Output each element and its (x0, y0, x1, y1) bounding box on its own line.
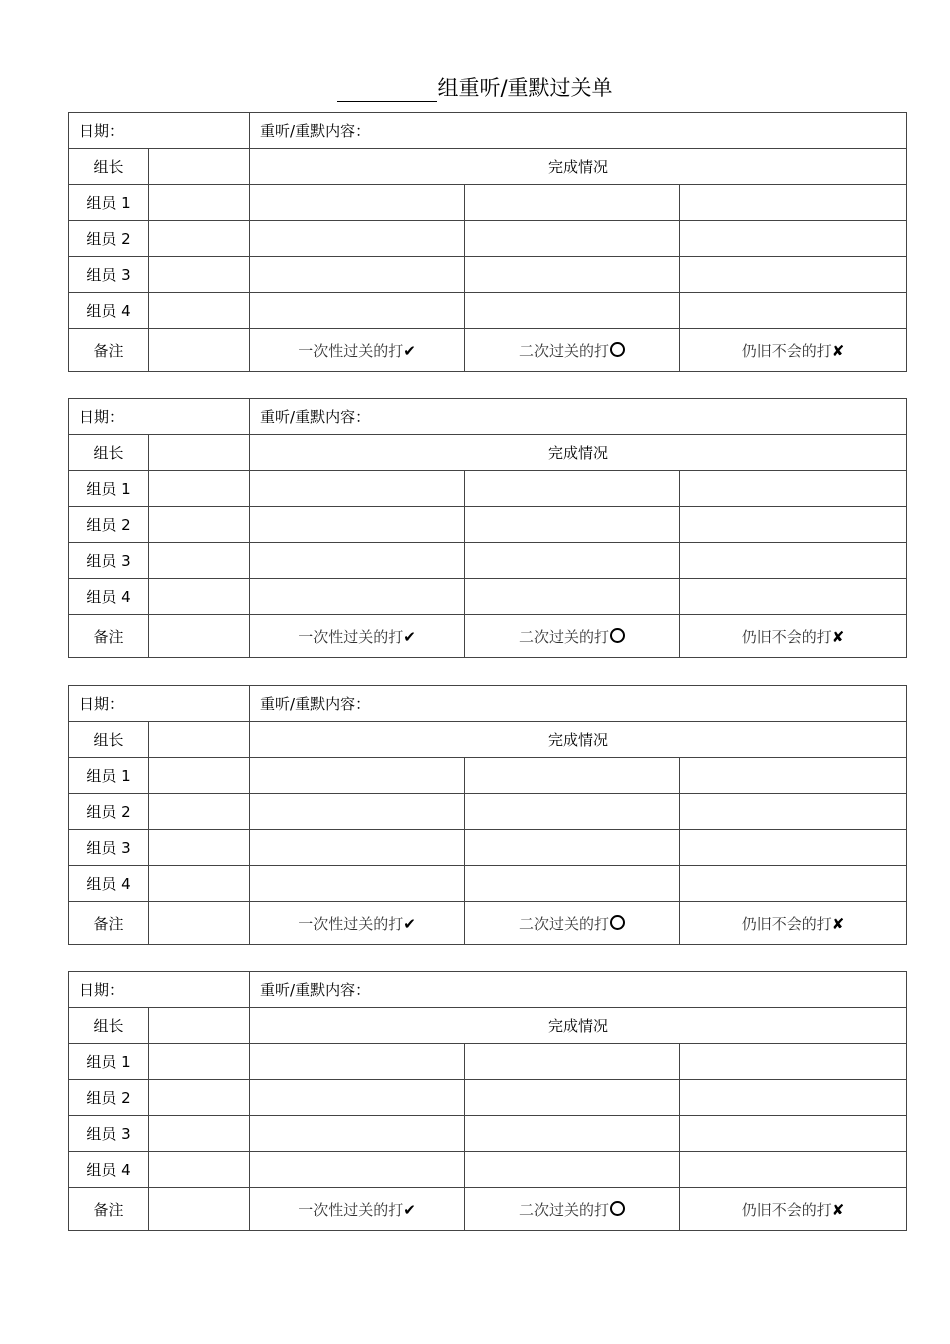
legend-still-failing (680, 615, 907, 658)
cross-icon: ✘ (831, 1200, 845, 1219)
result-cell[interactable] (250, 293, 465, 329)
member-row (69, 1116, 907, 1152)
legend-first-pass (250, 1188, 465, 1231)
result-cell[interactable] (680, 543, 907, 579)
result-cell[interactable] (680, 1116, 907, 1152)
result-cell[interactable] (680, 293, 907, 329)
member-name-cell[interactable] (149, 471, 250, 507)
result-cell[interactable] (465, 1044, 680, 1080)
member-label: 组员 2 (69, 221, 149, 257)
remark-label: 备注 (69, 902, 149, 945)
leader-name-cell[interactable] (149, 149, 250, 185)
content-label: 重听/重默内容： (260, 122, 371, 140)
leader-name-cell[interactable] (149, 1008, 250, 1044)
leader-row (69, 149, 907, 185)
legend-second-pass (465, 615, 680, 658)
member-row (69, 579, 907, 615)
legend-second-pass (465, 902, 680, 945)
member-name-cell[interactable] (149, 1152, 250, 1188)
result-cell[interactable] (250, 471, 465, 507)
date-field[interactable] (69, 972, 250, 1008)
completion-header: 完成情况 (250, 149, 907, 185)
cross-icon: ✘ (831, 914, 845, 933)
member-row (69, 257, 907, 293)
date-field[interactable] (69, 113, 250, 149)
legend-text: 一次性过关的打 (298, 1200, 404, 1219)
result-cell[interactable] (250, 185, 465, 221)
result-cell[interactable] (465, 293, 680, 329)
result-cell[interactable] (465, 758, 680, 794)
member-label: 组员 2 (69, 1080, 149, 1116)
pass-form (68, 685, 907, 945)
completion-header: 完成情况 (250, 1008, 907, 1044)
member-row (69, 830, 907, 866)
result-cell[interactable] (250, 794, 465, 830)
group-name-blank[interactable] (337, 79, 437, 102)
member-label: 组员 4 (69, 1152, 149, 1188)
content-label: 重听/重默内容： (260, 408, 371, 426)
member-label: 组员 3 (69, 257, 149, 293)
legend-first-pass (250, 615, 465, 658)
member-name-cell[interactable] (149, 866, 250, 902)
legend-second-pass (465, 329, 680, 372)
member-row (69, 1044, 907, 1080)
member-row (69, 221, 907, 257)
content-field[interactable] (250, 399, 907, 435)
member-name-cell[interactable] (149, 1044, 250, 1080)
legend-text: 二次过关的打 (519, 914, 610, 933)
result-cell[interactable] (465, 1152, 680, 1188)
legend-text: 仍旧不会的打 (741, 627, 832, 646)
cross-icon: ✘ (831, 627, 845, 646)
pass-form (68, 971, 907, 1231)
result-cell[interactable] (465, 794, 680, 830)
header-row (69, 686, 907, 722)
legend-text: 仍旧不会的打 (741, 914, 832, 933)
leader-name-cell[interactable] (149, 722, 250, 758)
circle-icon (610, 628, 625, 643)
check-icon: ✔ (403, 627, 416, 646)
member-row (69, 507, 907, 543)
result-cell[interactable] (680, 866, 907, 902)
completion-header: 完成情况 (250, 435, 907, 471)
date-label: 日期： (79, 408, 125, 426)
legend-still-failing (680, 329, 907, 372)
result-cell[interactable] (250, 866, 465, 902)
result-cell[interactable] (250, 579, 465, 615)
result-cell[interactable] (250, 1080, 465, 1116)
result-cell[interactable] (465, 543, 680, 579)
date-label: 日期： (79, 122, 125, 140)
result-cell[interactable] (465, 185, 680, 221)
circle-icon (610, 915, 625, 930)
legend-first-pass (250, 902, 465, 945)
legend-text: 一次性过关的打 (298, 341, 404, 360)
result-cell[interactable] (465, 257, 680, 293)
result-cell[interactable] (250, 221, 465, 257)
member-label: 组员 1 (69, 471, 149, 507)
result-cell[interactable] (465, 579, 680, 615)
member-label: 组员 1 (69, 1044, 149, 1080)
result-cell[interactable] (680, 507, 907, 543)
result-cell[interactable] (250, 507, 465, 543)
remark-label: 备注 (69, 1188, 149, 1231)
member-name-cell[interactable] (149, 1116, 250, 1152)
result-cell[interactable] (465, 221, 680, 257)
header-row (69, 113, 907, 149)
legend-text: 仍旧不会的打 (741, 341, 832, 360)
check-icon: ✔ (403, 341, 416, 360)
member-name-cell[interactable] (149, 830, 250, 866)
result-cell[interactable] (680, 579, 907, 615)
leader-row (69, 1008, 907, 1044)
member-row (69, 185, 907, 221)
leader-label: 组长 (69, 149, 149, 185)
result-cell[interactable] (250, 543, 465, 579)
page-title-text: 组重听/重默过关单 (437, 76, 613, 100)
result-cell[interactable] (250, 1152, 465, 1188)
legend-still-failing (680, 1188, 907, 1231)
leader-row (69, 435, 907, 471)
remark-label: 备注 (69, 615, 149, 658)
pass-form (68, 112, 907, 372)
member-label: 组员 4 (69, 866, 149, 902)
result-cell[interactable] (465, 471, 680, 507)
legend-text: 一次性过关的打 (298, 914, 404, 933)
legend-second-pass (465, 1188, 680, 1231)
check-icon: ✔ (403, 914, 416, 933)
leader-label: 组长 (69, 1008, 149, 1044)
remark-cell[interactable] (149, 902, 250, 945)
result-cell[interactable] (465, 1080, 680, 1116)
result-cell[interactable] (680, 185, 907, 221)
circle-icon (610, 1201, 625, 1216)
content-label: 重听/重默内容： (260, 695, 371, 713)
completion-header: 完成情况 (250, 722, 907, 758)
legend-text: 二次过关的打 (519, 627, 610, 646)
check-icon: ✔ (403, 1200, 416, 1219)
result-cell[interactable] (250, 758, 465, 794)
member-name-cell[interactable] (149, 1080, 250, 1116)
member-row (69, 543, 907, 579)
member-label: 组员 3 (69, 830, 149, 866)
member-label: 组员 3 (69, 543, 149, 579)
content-label: 重听/重默内容： (260, 981, 371, 999)
remark-label: 备注 (69, 329, 149, 372)
remark-cell[interactable] (149, 329, 250, 372)
result-cell[interactable] (680, 221, 907, 257)
page-title (0, 74, 950, 102)
member-label: 组员 2 (69, 507, 149, 543)
remark-row (69, 615, 907, 658)
leader-label: 组长 (69, 435, 149, 471)
member-label: 组员 1 (69, 185, 149, 221)
content-field[interactable] (250, 686, 907, 722)
remark-row (69, 1188, 907, 1231)
result-cell[interactable] (465, 830, 680, 866)
legend-text: 仍旧不会的打 (741, 1200, 832, 1219)
legend-still-failing (680, 902, 907, 945)
member-row (69, 293, 907, 329)
result-cell[interactable] (250, 257, 465, 293)
result-cell[interactable] (465, 507, 680, 543)
content-field[interactable] (250, 113, 907, 149)
member-row (69, 1152, 907, 1188)
member-row (69, 471, 907, 507)
header-row (69, 399, 907, 435)
member-label: 组员 2 (69, 794, 149, 830)
member-name-cell[interactable] (149, 293, 250, 329)
remark-row (69, 329, 907, 372)
date-label: 日期： (79, 981, 125, 999)
member-name-cell[interactable] (149, 758, 250, 794)
result-cell[interactable] (680, 1044, 907, 1080)
member-name-cell[interactable] (149, 257, 250, 293)
remark-cell[interactable] (149, 1188, 250, 1231)
date-field[interactable] (69, 399, 250, 435)
legend-text: 二次过关的打 (519, 1200, 610, 1219)
member-name-cell[interactable] (149, 543, 250, 579)
member-name-cell[interactable] (149, 185, 250, 221)
result-cell[interactable] (680, 1152, 907, 1188)
result-cell[interactable] (680, 758, 907, 794)
date-label: 日期： (79, 695, 125, 713)
leader-label: 组长 (69, 722, 149, 758)
circle-icon (610, 342, 625, 357)
result-cell[interactable] (680, 257, 907, 293)
result-cell[interactable] (680, 794, 907, 830)
result-cell[interactable] (680, 471, 907, 507)
member-name-cell[interactable] (149, 221, 250, 257)
member-label: 组员 4 (69, 579, 149, 615)
member-row (69, 794, 907, 830)
member-name-cell[interactable] (149, 507, 250, 543)
member-row (69, 758, 907, 794)
result-cell[interactable] (680, 830, 907, 866)
member-label: 组员 3 (69, 1116, 149, 1152)
result-cell[interactable] (250, 1116, 465, 1152)
content-field[interactable] (250, 972, 907, 1008)
member-name-cell[interactable] (149, 579, 250, 615)
member-name-cell[interactable] (149, 794, 250, 830)
legend-text: 一次性过关的打 (298, 627, 404, 646)
result-cell[interactable] (465, 1116, 680, 1152)
result-cell[interactable] (250, 1044, 465, 1080)
result-cell[interactable] (465, 866, 680, 902)
member-label: 组员 4 (69, 293, 149, 329)
header-row (69, 972, 907, 1008)
legend-first-pass (250, 329, 465, 372)
remark-cell[interactable] (149, 615, 250, 658)
member-row (69, 866, 907, 902)
member-label: 组员 1 (69, 758, 149, 794)
member-row (69, 1080, 907, 1116)
leader-row (69, 722, 907, 758)
remark-row (69, 902, 907, 945)
legend-text: 二次过关的打 (519, 341, 610, 360)
leader-name-cell[interactable] (149, 435, 250, 471)
date-field[interactable] (69, 686, 250, 722)
pass-form (68, 398, 907, 658)
cross-icon: ✘ (831, 341, 845, 360)
result-cell[interactable] (250, 830, 465, 866)
result-cell[interactable] (680, 1080, 907, 1116)
